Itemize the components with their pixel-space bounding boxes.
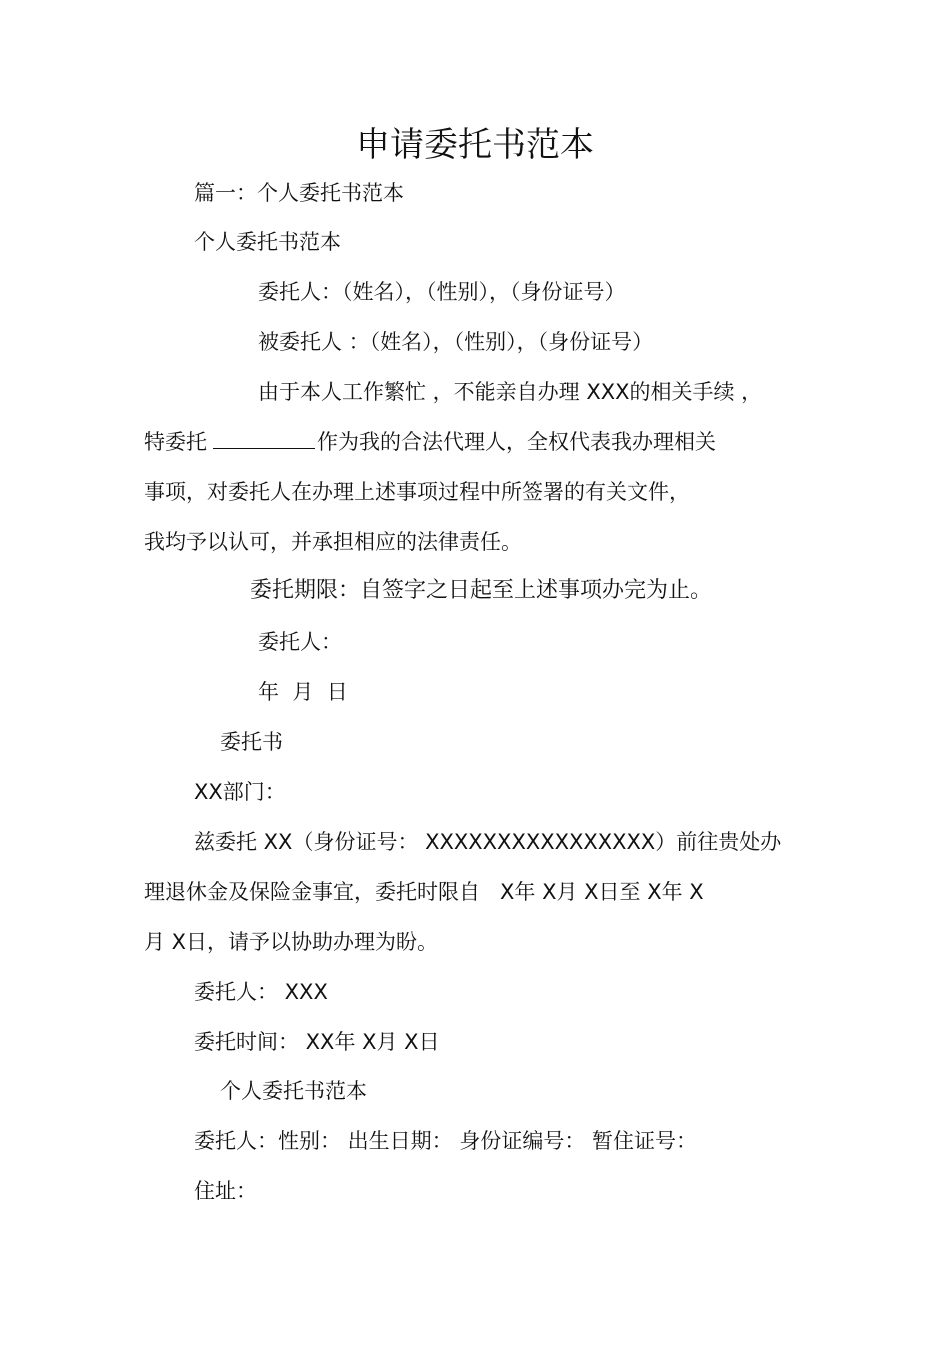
part3-address: 住址：	[194, 1179, 257, 1203]
part2-body-line1: 兹委托 XX（身份证号： XXXXXXXXXXXXXXXX）前往贵处办	[194, 830, 782, 854]
document-title: 申请委托书范本	[356, 125, 594, 165]
part1-term: 委托期限：自签字之日起至上述事项办完为止。	[250, 578, 713, 603]
part2-addressee: XX部门：	[194, 780, 286, 804]
part2-body-line3: 月 X日，请予以协助办理为盼。	[144, 930, 439, 954]
part3-heading: 个人委托书范本	[220, 1079, 367, 1103]
part2-principal: 委托人： XXX	[194, 980, 328, 1004]
part1-principal: 委托人：（姓名），（性别），（身份证号）	[258, 280, 626, 304]
part2-heading: 委托书	[220, 730, 283, 754]
agent-name-blank	[213, 430, 315, 449]
part1-body-line4: 我均予以认可，并承担相应的法律责任。	[144, 530, 522, 554]
part3-fields: 委托人：性别： 出生日期： 身份证编号： 暂住证号：	[194, 1129, 698, 1153]
part1-date: 年 月 日	[258, 680, 348, 704]
body-line2-suffix: 作为我的合法代理人，全权代表我办理相关	[317, 430, 716, 454]
part1-agent: 被委托人 ：（姓名），（性别），（身份证号）	[258, 330, 654, 354]
part1-heading: 篇一：个人委托书范本	[194, 181, 404, 205]
part2-time: 委托时间： XX年 X月 X日	[194, 1030, 440, 1054]
part1-sign: 委托人：	[258, 630, 342, 654]
part2-body-line2: 理退休金及保险金事宜，委托时限自 X年 X月 X日至 X年 X	[144, 880, 704, 904]
part1-body-line2	[144, 429, 716, 455]
part1-body-line3: 事项，对委托人在办理上述事项过程中所签署的有关文件，	[144, 480, 690, 504]
body-line2-prefix: 特委托	[144, 430, 207, 454]
part1-subheading: 个人委托书范本	[194, 230, 341, 254]
part1-body-line1: 由于本人工作繁忙 ，不能亲自办理 XXX的相关手续 ，	[258, 380, 763, 404]
